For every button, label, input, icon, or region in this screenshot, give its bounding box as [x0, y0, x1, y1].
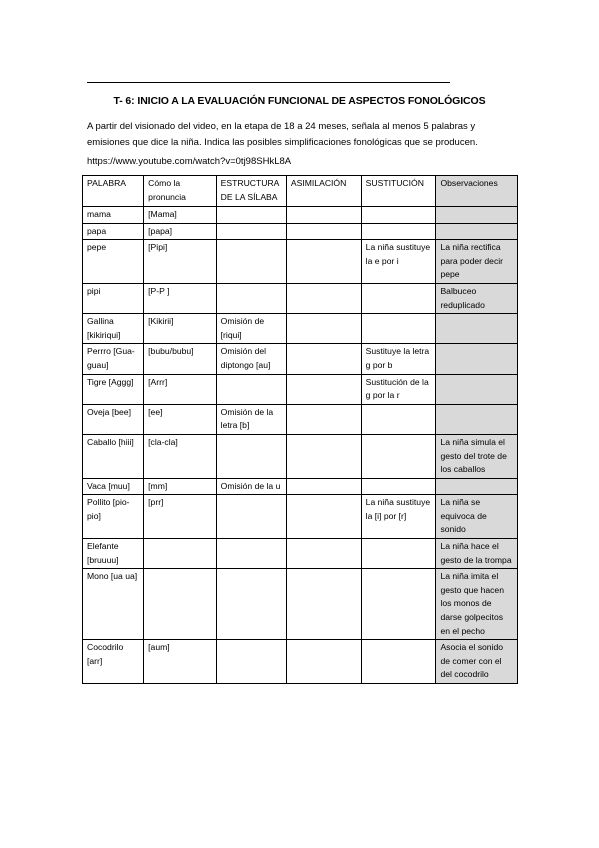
page-title: T- 6: INICIO A LA EVALUACIÓN FUNCIONAL DE ASPECTOS FONOLÓGICOS [113, 95, 486, 107]
cell-observaciones [436, 478, 518, 495]
cell-asimilacion [286, 207, 361, 224]
cell-estructura: Omisión de [riqui] [216, 314, 286, 344]
cell-asimilacion [286, 640, 361, 684]
cell-pronuncia: [bubu/bubu] [144, 344, 217, 374]
cell-palabra: Caballo [hiii] [83, 434, 144, 478]
table-row [83, 207, 518, 224]
cell-observaciones: La niña simula el gesto del trote de los caballos [436, 434, 518, 478]
cell-observaciones [436, 223, 518, 240]
cell-sustitucion [361, 223, 436, 240]
cell-estructura: Omisión de la letra [b] [216, 404, 286, 434]
cell-pronuncia: [papa] [144, 223, 217, 240]
cell-observaciones: La niña rectifica para poder decir pepe [436, 240, 518, 284]
cell-palabra: Pollito [pio-pio] [83, 495, 144, 539]
header-estructura: ESTRUCTURA DE LA SÍLABA [216, 176, 286, 207]
table-row [83, 495, 518, 539]
cell-estructura [216, 495, 286, 539]
cell-pronuncia [144, 539, 217, 569]
cell-palabra: Elefante [bruuuu] [83, 539, 144, 569]
cell-palabra: papa [83, 223, 144, 240]
video-url: https://www.youtube.com/watch?v=0tj98SHkL8A [87, 156, 292, 167]
cell-pronuncia: [cla-cla] [144, 434, 217, 478]
cell-asimilacion [286, 404, 361, 434]
cell-observaciones [436, 374, 518, 404]
table-row [83, 344, 518, 374]
header-observaciones: Observaciones [436, 176, 518, 207]
cell-asimilacion [286, 478, 361, 495]
cell-sustitucion [361, 404, 436, 434]
intro-paragraph: A partir del visionado del video, en la etapa de 18 a 24 meses, señala al menos 5 palabras y emisiones que dice la niña. Indica las posibles simplificaciones fonológicas que se producen. [87, 121, 478, 148]
cell-sustitucion [361, 640, 436, 684]
cell-asimilacion [286, 344, 361, 374]
cell-palabra: Gallina [kikiriqui] [83, 314, 144, 344]
cell-pronuncia: [Kikirii] [144, 314, 217, 344]
table-row [83, 314, 518, 344]
cell-palabra: mama [83, 207, 144, 224]
cell-palabra: Tigre [Aggg] [83, 374, 144, 404]
cell-pronuncia [144, 569, 217, 640]
cell-asimilacion [286, 539, 361, 569]
cell-sustitucion [361, 283, 436, 313]
header-asimilacion: ASIMILACIÓN [286, 176, 361, 207]
table-row [83, 283, 518, 313]
table-row [83, 374, 518, 404]
cell-observaciones: La niña hace el gesto de la trompa [436, 539, 518, 569]
table-row [83, 569, 518, 640]
cell-observaciones [436, 314, 518, 344]
header-sustitucion: SUSTITUCIÓN [361, 176, 436, 207]
cell-estructura [216, 207, 286, 224]
cell-pronuncia: [Pipi] [144, 240, 217, 284]
cell-estructura [216, 569, 286, 640]
cell-pronuncia: [P-P ] [144, 283, 217, 313]
cell-palabra: Oveja [bee] [83, 404, 144, 434]
cell-asimilacion [286, 283, 361, 313]
cell-estructura [216, 539, 286, 569]
header-palabra: PALABRA [83, 176, 144, 207]
cell-asimilacion [286, 223, 361, 240]
cell-estructura [216, 640, 286, 684]
cell-observaciones: Balbuceo reduplicado [436, 283, 518, 313]
table-row [83, 539, 518, 569]
cell-estructura [216, 434, 286, 478]
cell-observaciones [436, 344, 518, 374]
cell-estructura [216, 374, 286, 404]
header-pronuncia: Cómo la pronuncia [144, 176, 217, 207]
cell-observaciones: Asocia el sonido de comer con el del cocodrilo [436, 640, 518, 684]
cell-sustitucion [361, 539, 436, 569]
cell-asimilacion [286, 314, 361, 344]
cell-observaciones [436, 207, 518, 224]
table-row [83, 478, 518, 495]
cell-estructura [216, 240, 286, 284]
table-row [83, 434, 518, 478]
table-row [83, 223, 518, 240]
cell-pronuncia: [aum] [144, 640, 217, 684]
cell-pronuncia: [prr] [144, 495, 217, 539]
cell-palabra: Cocodrilo [arr] [83, 640, 144, 684]
cell-asimilacion [286, 569, 361, 640]
table-row [83, 404, 518, 434]
cell-sustitucion: Sustituye la letra g por b [361, 344, 436, 374]
cell-estructura [216, 283, 286, 313]
cell-sustitucion: Sustitución de la g por la r [361, 374, 436, 404]
cell-pronuncia: [ee] [144, 404, 217, 434]
cell-sustitucion [361, 569, 436, 640]
cell-sustitucion [361, 314, 436, 344]
cell-estructura: Omisión de la u [216, 478, 286, 495]
cell-observaciones: La niña imita el gesto que hacen los monos de darse golpecitos en el pecho [436, 569, 518, 640]
cell-observaciones [436, 404, 518, 434]
cell-pronuncia: [mm] [144, 478, 217, 495]
cell-palabra: Mono [ua ua] [83, 569, 144, 640]
cell-asimilacion [286, 434, 361, 478]
table-header-row [83, 176, 518, 207]
cell-palabra: Perrro [Gua-guau] [83, 344, 144, 374]
cell-palabra: pipi [83, 283, 144, 313]
cell-sustitucion: La niña sustituye la e por i [361, 240, 436, 284]
phonology-table [82, 175, 518, 684]
table-row [83, 240, 518, 284]
cell-estructura [216, 223, 286, 240]
header-rule [87, 82, 450, 83]
cell-palabra: pepe [83, 240, 144, 284]
cell-pronuncia: [Mama] [144, 207, 217, 224]
cell-observaciones: La niña se equivoca de sonido [436, 495, 518, 539]
table-row [83, 640, 518, 684]
cell-estructura: Omisión del diptongo [au] [216, 344, 286, 374]
cell-palabra: Vaca [muu] [83, 478, 144, 495]
cell-asimilacion [286, 495, 361, 539]
cell-sustitucion: La niña sustituye la [i] por [r] [361, 495, 436, 539]
cell-asimilacion [286, 240, 361, 284]
cell-sustitucion [361, 207, 436, 224]
cell-pronuncia: [Arrr] [144, 374, 217, 404]
cell-sustitucion [361, 478, 436, 495]
cell-sustitucion [361, 434, 436, 478]
cell-asimilacion [286, 374, 361, 404]
